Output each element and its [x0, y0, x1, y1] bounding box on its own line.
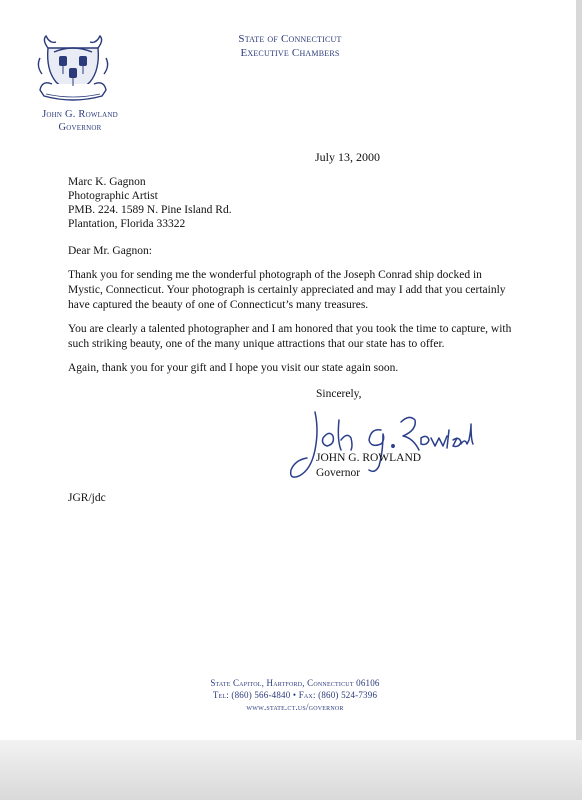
footer-website: www.state.ct.us/governor [246, 702, 344, 712]
office-heading [200, 32, 380, 60]
body-paragraph: Again, thank you for your gift and I hope you visit our state again soon. [68, 362, 399, 374]
scan-edge [576, 0, 582, 800]
closing: Sincerely, [316, 388, 362, 400]
letterhead-footer [140, 677, 450, 713]
signer-title: Governor [316, 467, 361, 479]
footer-phone-fax: Tel: (860) 566-4840 • Fax: (860) 524-7396 [212, 690, 378, 700]
recipient-city-line: Plantation, Florida 33322 [68, 218, 186, 230]
body-paragraph: You are clearly a talented photographer and I am honored that you took the time to capture, with such striking beauty, one of the many unique attractions that our state has to offer. [68, 323, 512, 350]
state-seal-icon [34, 30, 112, 106]
office-line-chambers: Executive Chambers [240, 47, 340, 59]
governor-title: Governor [58, 122, 102, 133]
governor-letterhead [30, 108, 130, 134]
recipient-name: Marc K. Gagnon [68, 176, 146, 188]
governor-name: John G. Rowland [42, 109, 118, 120]
salutation: Dear Mr. Gagnon: [68, 245, 152, 257]
letter-date: July 13, 2000 [315, 150, 381, 164]
reference-initials: JGR/jdc [68, 492, 106, 504]
footer-address: State Capitol, Hartford, Connecticut 06106 [210, 678, 380, 688]
body-paragraph: Thank you for sending me the wonderful photograph of the Joseph Conrad ship docked in Mystic, Connecticut. Your photograph is certainly appreciated and may I add that you certainly have captured the beauty of one of Connecticut’s many treasures. [68, 269, 506, 311]
recipient-address-line: PMB. 224. 1589 N. Pine Island Rd. [68, 204, 232, 216]
scan-edge [0, 740, 582, 800]
recipient-address [68, 175, 232, 231]
office-line-state: State of Connecticut [238, 33, 342, 45]
handwritten-signature [285, 400, 475, 485]
recipient-title: Photographic Artist [68, 190, 158, 202]
signer-name: JOHN G. ROWLAND [316, 452, 422, 464]
